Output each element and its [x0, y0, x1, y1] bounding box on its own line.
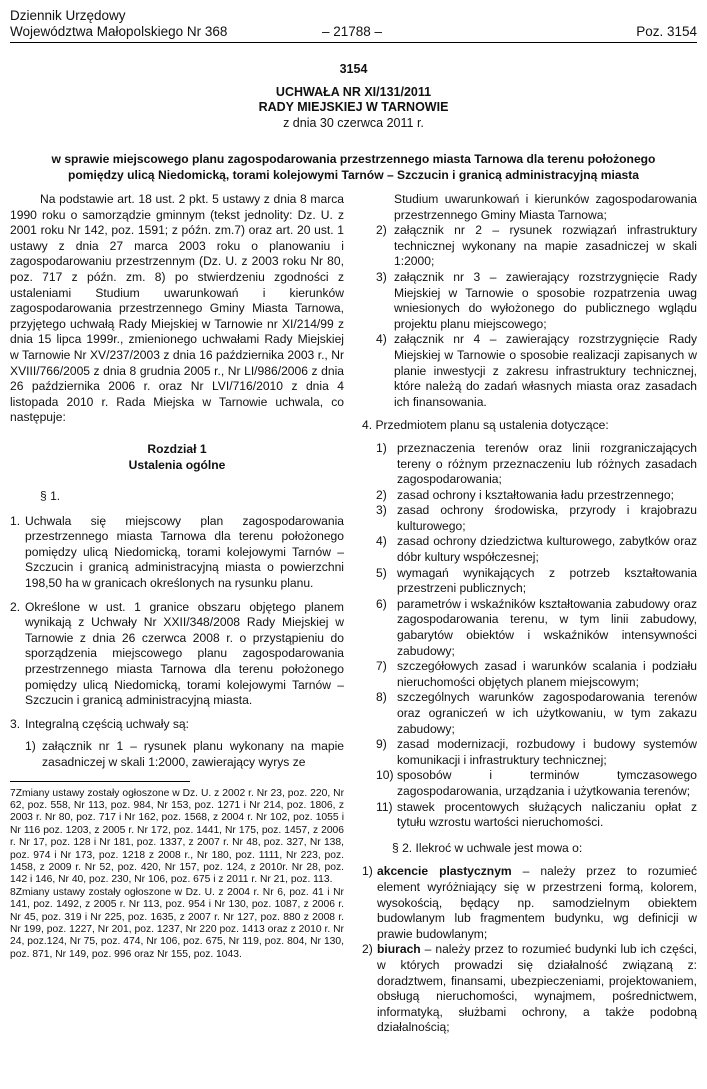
list-item: 6) parametrów i wskaźników kształtowania zabudowy oraz zagospodarowania terenu, w tym linii zabudowy, gabarytów obiektów i wskaźników intensywności zabudowy; [376, 596, 697, 658]
right-column [362, 192, 697, 1036]
act-title: UCHWAŁA NR XI/131/2011 [275, 85, 432, 99]
list-item: 2) zasad ochrony i kształtowania ładu przestrzennego; [376, 487, 674, 502]
chapter-title: Ustalenia ogólne [128, 457, 226, 472]
page-header [10, 8, 697, 40]
act-subject-line2: pomiędzy ulicą Niedomicką, torami kolejowymi Tarnów – Szczucin i granicą administracyjną miasta [67, 168, 640, 182]
attachment-item: 3) załącznik nr 3 – zawierający rozstrzygnięcie Rady Miejskiej w Tarnowie o sposobie rozpatrzenia uwag wniesionych do wyłożonego do publicznego wglądu projektu planu miejscowego; [376, 269, 697, 331]
act-number: 3154 [339, 62, 368, 76]
list-item: 5) wymagań wynikających z potrzeb kształtowania przestrzeni publicznych; [376, 565, 697, 596]
chapter-heading: Rozdział 1 [147, 441, 207, 456]
list-item: 11) stawek procentowych służących naliczaniu opłat z tytułu wzrostu wartości nieruchomości. [376, 799, 697, 830]
journal-name: Dziennik Urzędowy [10, 8, 126, 23]
footnote-rule [10, 781, 190, 782]
list-item: 1. Uchwala się miejscowy plan zagospodarowania przestrzennego miasta Tarnowa dla terenu położonego pomiędzy ulicą Niedomicką, torami kolejowymi Tarnów – Szczucin i granicą administracyjną miasta o powierzchni 198,50 ha w granicach określonych na rysunku planu. [10, 513, 344, 591]
paragraph-2-heading: § 2. Ilekroć w uchwale jest mowa o: [392, 840, 583, 855]
left-column [10, 192, 344, 961]
list-item: 3. Integralną częścią uchwały są: [10, 716, 190, 731]
subjects-list [362, 441, 697, 831]
definition-item: 2) biurach – należy przez to rozumieć budynki lub ich części, w których prowadzi się działalność związaną z: doradztwem, finansami, ubezpieczeniami, projektowaniem, obsługą nieruchomości, wynajmem, pośrednictwem, informatyką, służbami ochrony, a także podobną działalnością; [362, 942, 697, 1035]
attachment-item: 4) załącznik nr 4 – zawierający rozstrzygnięcie Rady Miejskiej w Tarnowie o sposobie realizacji zapisanych w planie inwestycji z zakresu infrastruktury technicznej, które należą do zadań własnych miasta oraz zasadach ich finansowania. [376, 332, 697, 409]
paragraph-1-heading: § 1. [40, 489, 61, 504]
item-4-heading: 4. Przedmiotem planu są ustalenia dotyczące: [362, 418, 609, 433]
position-number: Poz. 3154 [636, 24, 697, 39]
attachment-item: 1) załącznik nr 1 – rysunek planu wykonany na mapie zasadniczej w skali 1:2000, zawierający wyrys ze [25, 739, 344, 769]
journal-issue: Województwa Małopolskiego Nr 368 [10, 24, 228, 39]
attachment-continuation: Studium uwarunkowań i kierunków zagospodarowania przestrzennego Gminy Miasta Tarnowa; [394, 192, 697, 222]
preamble: Na podstawie art. 18 ust. 2 pkt. 5 ustawy z dnia 8 marca 1990 roku o samorządzie gminnym (tekst jednolity: Dz. U. z 2001 roku Nr 142, poz. 1591; z późn. zm.7) oraz art. 20 ust. 1 ustawy z dnia 27 marca 2003 roku o planowaniu i zagospodarowaniu przestrzennym (Dz. U. z 2003 roku Nr 80, poz. 717 z późn. zm. 8) po stwierdzeniu zgodności z ustaleniami Studium uwarunkowań i kierunków zagospodarowania przestrzennego Gminy Miasta Tarnowa, przyjętego uchwałą Rady Miejskiej w Tarnowie nr XI/214/99 z dnia 15 lipca 1999r., zmienionego uchwałami Rady Miejskiej w Tarnowie Nr XV/237/2003 z dnia 16 października 2003 r., Nr XVIII/766/2005 z dnia 8 grudnia 2005 r., Nr LI/986/2006 z dnia 26 października 2006 r. oraz Nr LVI/716/2010 z dnia 4 listopada 2010 r. Rada Miejska w Tarnowie uchwala, co następuje: [10, 192, 344, 425]
definition-term: biurach [377, 942, 421, 957]
page-number: – 21788 – [322, 24, 383, 39]
list-item: 10) sposobów i terminów tymczasowego zagospodarowania, urządzania i użytkowania terenów; [376, 768, 697, 798]
act-authority: RADY MIEJSKIEJ W TARNOWIE [258, 100, 449, 114]
list-item: 7) szczegółowych zasad i warunków scalania i podziału nieruchomości objętych planem miejscowym; [376, 659, 697, 689]
act-subject-line1: w sprawie miejscowego planu zagospodarowania przestrzennego miasta Tarnowa dla terenu położonego [51, 152, 656, 166]
header-line [10, 24, 697, 40]
list-item: 8) szczególnych warunków zagospodarowania terenów oraz ograniczeń w ich użytkowaniu, w tym zakazu zabudowy; [376, 690, 697, 736]
list-item: 3) zasad ochrony środowiska, przyrody i krajobrazu kulturowego; [376, 503, 697, 533]
footnote-7: 7Zmiany ustawy zostały ogłoszone w Dz. U. z 2002 r. Nr 23, poz. 220, Nr 62, poz. 558, Nr 113, poz. 984, Nr 153, poz. 1271 i Nr 214, poz. 1806, z 2003 r. Nr 80, poz. 717 i Nr 162, poz. 1568, z 2004 r. Nr 102, poz. 1055 i Nr 116 poz. 1203, z 2005 r. Nr 172, poz. 1441, Nr 175, poz. 1457, z 2006 r. Nr 17, poz. 128 i Nr 181, poz. 1337, z 2007 r. Nr 48, poz. 327, Nr 138, poz. 974 i Nr 173, poz. 1218 z 2008 r., Nr 180, poz. 1111, Nr 223, poz. 1458, z 2009 r. Nr 52, poz. 420, Nr 157, poz. 124, z 2010r. Nr 28, poz. 142 i 146, Nr 40, poz. 230, Nr 106, poz. 675 i z 2011 r. Nr 21, poz. 113. [10, 787, 344, 886]
definition-term: akcencie plastycznym [377, 864, 512, 879]
footnote-8: 8Zmiany ustawy zostały ogłoszone w Dz. U. z 2004 r. Nr 6, poz. 41 i Nr 141, poz. 1492, z 2005 r. Nr 113, poz. 954 i Nr 130, poz. 1087, z 2006 r. Nr 45, poz. 319 i Nr 225, poz. 1635, z 2007 r. Nr 127, poz. 880 z 2008 r. Nr 199, poz. 1227, Nr 201, poz. 1237, Nr 220 poz. 1413 oraz z 2010 r. Nr 24, poz.124, Nr 75, poz. 474, Nr 106, poz. 675, Nr 119, poz. 804, Nr 130, poz. 871, Nr 149, poz. 996 oraz Nr 155, poz. 1043. [10, 886, 344, 960]
header-rule [10, 42, 697, 43]
attachment-item: 2) załącznik nr 2 – rysunek rozwiązań infrastruktury technicznej wykonany na mapie zasadniczej w skali 1:2000; [376, 223, 697, 269]
list-item: 4) zasad ochrony dziedzictwa kulturowego, zabytków oraz dóbr kultury współczesnej; [376, 534, 697, 565]
list-item: 9) zasad modernizacji, rozbudowy i budowy systemów komunikacji i infrastruktury technicznej; [376, 737, 697, 767]
act-date: z dnia 30 czerwca 2011 r. [283, 116, 424, 130]
definition-item: 1) akcencie plastycznym – należy przez to rozumieć element wyróżniający się w przestrzeni formą, kolorem, wysokością, będący np. samodzielnym obiektem budowlanym lub fragmentem budynku, wg definicji w prawie budowlanym; [362, 864, 697, 941]
list-item: 2. Określone w ust. 1 granice obszaru objętego planem wynikają z Uchwały Nr XXII/348/2008 Rady Miejskiej w Tarnowie z dnia 26 czerwca 2008 r. o przystąpieniu do sporządzenia miejscowego planu zagospodarowania przestrzennego miasta Tarnowa dla terenu położonego pomiędzy ulicą Niedomicką, torami kolejowymi Tarnów – Szczucin i granicą administracyjną miasta. [10, 599, 344, 708]
list-item: 1) przeznaczenia terenów oraz linii rozgraniczających tereny o różnym przeznaczeniu lub różnych zasadach zagospodarowania; [376, 440, 697, 487]
